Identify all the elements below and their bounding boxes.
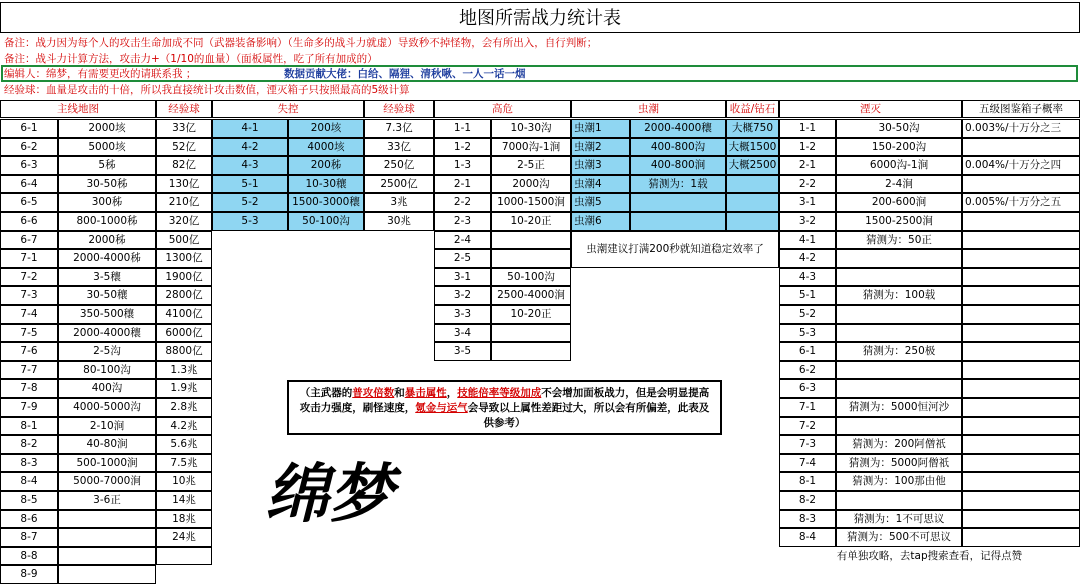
info-text: ， <box>446 387 458 399</box>
main-map-power: 40-80涧 <box>58 435 156 454</box>
high-level: 1-3 <box>434 156 491 175</box>
annihilate-power <box>836 379 962 398</box>
annihilate-level: 8-1 <box>779 472 836 491</box>
high-level: 1-1 <box>434 119 491 138</box>
swarm-income: 大概2500 <box>726 156 779 175</box>
info-text: 会导致以上属性差距过大，所以会有所偏差，此表及供参考） <box>467 402 710 429</box>
contributors-note: 数据贡献大佬：白给、隔狸、清秋啾、一人一话一烟 <box>284 68 526 80</box>
main-map-level: 8-9 <box>0 565 58 584</box>
main-exp-value: 130亿 <box>156 175 212 194</box>
annihilate-power: 猜测为：200阿僧祇 <box>836 435 962 454</box>
annihilate-level: 5-2 <box>779 305 836 324</box>
chest-chance: 0.005%/十万分之五 <box>962 193 1080 212</box>
chest-chance <box>962 417 1080 436</box>
high-power: 2500-4000涧 <box>491 286 571 305</box>
main-exp-value: 4.2兆 <box>156 417 212 436</box>
lose-exp-value: 2500亿 <box>364 175 434 194</box>
main-map-power: 2000秭 <box>58 231 156 250</box>
annihilate-level: 1-2 <box>779 138 836 157</box>
main-map-power: 80-100沟 <box>58 361 156 380</box>
high-power <box>491 231 571 250</box>
lose-exp-value: 7.3亿 <box>364 119 434 138</box>
swarm-power: 400-800沟 <box>630 138 726 157</box>
lose-level: 4-1 <box>212 119 288 138</box>
annihilate-power <box>836 249 962 268</box>
chest-chance <box>962 268 1080 287</box>
main-map-power: 3-6正 <box>58 491 156 510</box>
main-exp-value: 10兆 <box>156 472 212 491</box>
main-map-level: 7-5 <box>0 324 58 343</box>
annihilate-power: 1500-2500涧 <box>836 212 962 231</box>
annihilate-power: 猜测为：5000恒河沙 <box>836 398 962 417</box>
main-map-level: 8-7 <box>0 528 58 547</box>
main-exp-value: 500亿 <box>156 231 212 250</box>
annihilate-power: 猜测为：1不可思议 <box>836 510 962 529</box>
annihilate-level: 4-1 <box>779 231 836 250</box>
lose-level: 4-2 <box>212 138 288 157</box>
lose-level: 5-3 <box>212 212 288 231</box>
main-map-power: 30-50穰 <box>58 286 156 305</box>
chest-chance <box>962 528 1080 547</box>
annihilate-power: 2-4涧 <box>836 175 962 194</box>
lose-power: 50-100沟 <box>288 212 364 231</box>
swarm-power: 2000-4000穰 <box>630 119 726 138</box>
swarm-income: 大概750 <box>726 119 779 138</box>
main-map-level: 8-4 <box>0 472 58 491</box>
info-keyword: 普攻倍数 <box>352 387 395 399</box>
lose-exp-value: 33亿 <box>364 138 434 157</box>
header-lose-control: 失控 <box>212 100 364 118</box>
main-exp-value: 33亿 <box>156 119 212 138</box>
header-swarm: 虫潮 <box>571 100 726 118</box>
info-text: 不会增加面板战力，但是会明显提高攻击力强度，刷怪速度， <box>299 387 710 414</box>
chest-chance <box>962 324 1080 343</box>
note-2: 备注：战斗力计算方法，攻击力+（1/10的血量）（面板属性，吃了所有加成的） <box>4 53 378 65</box>
annihilate-power: 猜测为：50正 <box>836 231 962 250</box>
main-exp-value: 1.9兆 <box>156 379 212 398</box>
main-map-level: 7-1 <box>0 249 58 268</box>
lose-level: 4-3 <box>212 156 288 175</box>
main-map-level: 7-3 <box>0 286 58 305</box>
main-map-level: 6-7 <box>0 231 58 250</box>
main-map-power: 2-10涧 <box>58 417 156 436</box>
annihilate-level: 8-2 <box>779 491 836 510</box>
annihilate-level: 2-1 <box>779 156 836 175</box>
chest-chance <box>962 305 1080 324</box>
main-map-level: 8-5 <box>0 491 58 510</box>
annihilate-level: 5-1 <box>779 286 836 305</box>
header-chest-chance: 五级图鉴箱子概率 <box>962 100 1080 118</box>
lose-power: 200秭 <box>288 156 364 175</box>
high-level: 2-3 <box>434 212 491 231</box>
swarm-hint-cell: 虫潮建议打满200秒就知道稳定效率了 <box>571 231 779 268</box>
annihilate-power <box>836 361 962 380</box>
swarm-level: 虫潮3 <box>571 156 630 175</box>
note-4: 经验球：血量是攻击的十倍，所以我直接统计攻击数值，湮灭箱子只按照最高的5级计算 <box>4 84 410 96</box>
main-exp-value: 4100亿 <box>156 305 212 324</box>
main-map-level: 8-3 <box>0 454 58 473</box>
chest-chance <box>962 212 1080 231</box>
chest-chance <box>962 510 1080 529</box>
chest-chance <box>962 231 1080 250</box>
annihilate-level: 7-4 <box>779 454 836 473</box>
main-map-level: 6-1 <box>0 119 58 138</box>
lose-power: 1500-3000穰 <box>288 193 364 212</box>
high-power: 2000沟 <box>491 175 571 194</box>
annihilate-level: 2-2 <box>779 175 836 194</box>
main-exp-value: 52亿 <box>156 138 212 157</box>
high-level: 2-5 <box>434 249 491 268</box>
chest-chance <box>962 361 1080 380</box>
high-power: 50-100沟 <box>491 268 571 287</box>
swarm-level: 虫潮1 <box>571 119 630 138</box>
main-map-power <box>58 565 156 584</box>
main-map-level: 8-2 <box>0 435 58 454</box>
main-map-power: 400沟 <box>58 379 156 398</box>
main-exp-value: 6000亿 <box>156 324 212 343</box>
high-level: 3-1 <box>434 268 491 287</box>
high-level: 2-4 <box>434 231 491 250</box>
main-map-level: 7-6 <box>0 342 58 361</box>
main-exp-value: 7.5兆 <box>156 454 212 473</box>
annihilate-level: 6-3 <box>779 379 836 398</box>
main-map-power <box>58 547 156 566</box>
lose-level: 5-1 <box>212 175 288 194</box>
editor-note: 编辑人：绵梦，有需要更改的请联系我 ； <box>4 68 197 80</box>
lose-level: 5-2 <box>212 193 288 212</box>
high-power: 1000-1500涧 <box>491 193 571 212</box>
main-map-power <box>58 528 156 547</box>
annihilate-level: 3-2 <box>779 212 836 231</box>
annihilate-level: 1-1 <box>779 119 836 138</box>
swarm-power <box>630 193 726 212</box>
high-level: 1-2 <box>434 138 491 157</box>
main-map-level: 8-8 <box>0 547 58 566</box>
annihilate-power: 猜测为：100那由他 <box>836 472 962 491</box>
annihilate-power <box>836 268 962 287</box>
main-exp-value: 82亿 <box>156 156 212 175</box>
lose-exp-value: 3兆 <box>364 193 434 212</box>
main-exp-value: 8800亿 <box>156 342 212 361</box>
annihilate-level: 4-3 <box>779 268 836 287</box>
lose-power: 10-30穰 <box>288 175 364 194</box>
main-map-power: 5秭 <box>58 156 156 175</box>
main-map-level: 7-4 <box>0 305 58 324</box>
header-main: 主线地图 <box>0 100 156 118</box>
main-map-power <box>58 510 156 529</box>
annihilate-power: 猜测为：500不可思议 <box>836 528 962 547</box>
main-exp-value: 320亿 <box>156 212 212 231</box>
main-map-power: 5000垓 <box>58 138 156 157</box>
annihilate-level: 8-3 <box>779 510 836 529</box>
chest-chance <box>962 379 1080 398</box>
main-map-power: 2000-4000秭 <box>58 249 156 268</box>
annihilate-power <box>836 491 962 510</box>
annihilate-power <box>836 305 962 324</box>
high-level: 3-2 <box>434 286 491 305</box>
high-power: 2-5正 <box>491 156 571 175</box>
main-exp-value: 5.6兆 <box>156 435 212 454</box>
chest-chance <box>962 491 1080 510</box>
chest-chance: 0.004%/十万分之四 <box>962 156 1080 175</box>
lose-power: 4000垓 <box>288 138 364 157</box>
high-power: 7000沟-1涧 <box>491 138 571 157</box>
main-exp-value <box>156 547 212 566</box>
info-keyword: 氪金与运气 <box>415 402 468 414</box>
annihilate-footer: 有单独攻略，去tap搜索查看，记得点赞 <box>836 549 1023 562</box>
page-title: 地图所需战力统计表 <box>459 8 621 29</box>
high-power <box>491 249 571 268</box>
main-map-level: 6-3 <box>0 156 58 175</box>
header-income: 收益/钻石 <box>726 100 779 118</box>
main-map-level: 6-2 <box>0 138 58 157</box>
info-keyword: 暴击属性 <box>404 387 447 399</box>
annihilate-power: 200-600涧 <box>836 193 962 212</box>
main-map-level: 6-5 <box>0 193 58 212</box>
chest-chance <box>962 472 1080 491</box>
main-exp-value: 24兆 <box>156 528 212 547</box>
swarm-power: 400-800涧 <box>630 156 726 175</box>
main-map-level: 7-9 <box>0 398 58 417</box>
main-map-power: 2000垓 <box>58 119 156 138</box>
main-exp-value: 210亿 <box>156 193 212 212</box>
main-exp-value: 2.8兆 <box>156 398 212 417</box>
main-exp-value: 14兆 <box>156 491 212 510</box>
chest-chance <box>962 249 1080 268</box>
header-annihilate: 湮灭 <box>779 100 962 118</box>
main-exp-value: 1300亿 <box>156 249 212 268</box>
watermark: 绵梦 <box>265 457 393 532</box>
main-map-power: 5000-7000涧 <box>58 472 156 491</box>
annihilate-level: 7-3 <box>779 435 836 454</box>
high-level: 2-2 <box>434 193 491 212</box>
high-power: 10-20正 <box>491 305 571 324</box>
lose-power: 200垓 <box>288 119 364 138</box>
main-map-power: 2000-4000穰 <box>58 324 156 343</box>
main-exp-value: 2800亿 <box>156 286 212 305</box>
chest-chance <box>962 454 1080 473</box>
info-box <box>287 380 722 435</box>
annihilate-power: 6000沟-1涧 <box>836 156 962 175</box>
main-map-level: 8-1 <box>0 417 58 436</box>
annihilate-power <box>836 417 962 436</box>
annihilate-level: 7-2 <box>779 417 836 436</box>
annihilate-level: 5-3 <box>779 324 836 343</box>
header-exp-2: 经验球 <box>364 100 434 118</box>
high-level: 3-4 <box>434 324 491 343</box>
header-high-risk: 高危 <box>434 100 571 118</box>
main-exp-value: 1.3兆 <box>156 361 212 380</box>
high-power <box>491 342 571 361</box>
annihilate-power: 猜测为：5000阿僧祇 <box>836 454 962 473</box>
chest-chance <box>962 286 1080 305</box>
swarm-income <box>726 175 779 194</box>
swarm-power: 猜测为：1载 <box>630 175 726 194</box>
note-1: 备注：战力因为每个人的攻击生命加成不同（武器装备影响）（生命多的战斗力就虚）导致秒不掉怪物，会有所出入，自行判断； <box>4 37 598 49</box>
main-map-power: 4000-5000沟 <box>58 398 156 417</box>
main-map-level: 7-2 <box>0 268 58 287</box>
main-exp-value: 1900亿 <box>156 268 212 287</box>
main-exp-value: 18兆 <box>156 510 212 529</box>
main-map-level: 6-4 <box>0 175 58 194</box>
annihilate-level: 6-2 <box>779 361 836 380</box>
swarm-income <box>726 193 779 212</box>
header-exp-1: 经验球 <box>156 100 212 118</box>
annihilate-power <box>836 324 962 343</box>
main-map-power: 3-5穰 <box>58 268 156 287</box>
chest-chance: 0.003%/十万分之三 <box>962 119 1080 138</box>
high-power: 10-30沟 <box>491 119 571 138</box>
main-map-power: 300秭 <box>58 193 156 212</box>
lose-exp-value: 30兆 <box>364 212 434 231</box>
chest-chance <box>962 138 1080 157</box>
main-map-level: 7-8 <box>0 379 58 398</box>
lose-exp-value: 250亿 <box>364 156 434 175</box>
annihilate-level: 3-1 <box>779 193 836 212</box>
swarm-power <box>630 212 726 231</box>
info-text: （主武器的 <box>299 387 353 399</box>
annihilate-power: 猜测为：250极 <box>836 342 962 361</box>
main-map-power: 800-1000秭 <box>58 212 156 231</box>
annihilate-level: 8-4 <box>779 528 836 547</box>
swarm-level: 虫潮5 <box>571 193 630 212</box>
high-level: 3-3 <box>434 305 491 324</box>
annihilate-power: 150-200沟 <box>836 138 962 157</box>
chest-chance <box>962 175 1080 194</box>
high-power <box>491 324 571 343</box>
main-map-level: 8-6 <box>0 510 58 529</box>
chest-chance <box>962 342 1080 361</box>
annihilate-level: 4-2 <box>779 249 836 268</box>
main-map-power: 30-50秭 <box>58 175 156 194</box>
swarm-income: 大概1500 <box>726 138 779 157</box>
main-map-level: 7-7 <box>0 361 58 380</box>
swarm-level: 虫潮2 <box>571 138 630 157</box>
high-level: 3-5 <box>434 342 491 361</box>
chest-chance <box>962 398 1080 417</box>
annihilate-power: 猜测为：100载 <box>836 286 962 305</box>
high-power: 10-20正 <box>491 212 571 231</box>
annihilate-level: 6-1 <box>779 342 836 361</box>
chest-chance <box>962 435 1080 454</box>
swarm-level: 虫潮4 <box>571 175 630 194</box>
info-text: 和 <box>394 387 405 399</box>
annihilate-power: 30-50沟 <box>836 119 962 138</box>
swarm-income <box>726 212 779 231</box>
annihilate-level: 7-1 <box>779 398 836 417</box>
high-level: 2-1 <box>434 175 491 194</box>
main-map-level: 6-6 <box>0 212 58 231</box>
info-keyword: 技能倍率等级加成 <box>457 387 542 399</box>
swarm-level: 虫潮6 <box>571 212 630 231</box>
main-map-power: 500-1000涧 <box>58 454 156 473</box>
main-map-power: 350-500穰 <box>58 305 156 324</box>
main-map-power: 2-5沟 <box>58 342 156 361</box>
